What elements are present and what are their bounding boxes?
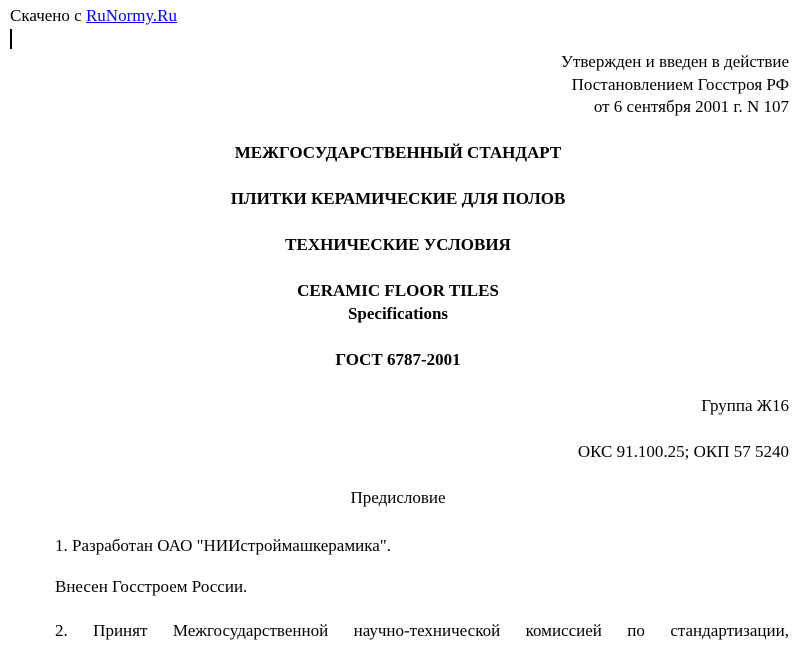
foreword-item-1: 1. Разработан ОАО "НИИстроймашкерамика". [55, 536, 391, 555]
approval-line-2: Постановлением Госстроя РФ [571, 74, 789, 94]
foreword-introduced: Внесен Госстроем России. [55, 577, 248, 596]
item2-word: Принят [93, 621, 148, 640]
english-subtitle: Specifications [347, 304, 449, 323]
source-line [10, 6, 177, 26]
approval-block [561, 51, 789, 119]
item2-word: комиссией [525, 621, 602, 640]
document-title: ПЛИТКИ КЕРАМИЧЕСКИЕ ДЛЯ ПОЛОВ [230, 189, 566, 208]
item2-word: Межгосударственной [172, 621, 329, 640]
classification-group: Группа Ж16 [701, 396, 789, 415]
approval-line-1: Утвержден и введен в действие [560, 52, 789, 71]
english-title: CERAMIC FLOOR TILES [297, 281, 499, 300]
gost-number: ГОСТ 6787-2001 [335, 350, 461, 369]
source-prefix: Скачено с [10, 6, 82, 25]
foreword-item-2 [55, 621, 789, 641]
item2-word: стандартизации, [670, 621, 789, 640]
source-link[interactable]: RuNormy.Ru [85, 6, 177, 25]
document-subtitle: ТЕХНИЧЕСКИЕ УСЛОВИЯ [285, 235, 511, 254]
text-cursor [10, 29, 12, 49]
foreword-heading: Предисловие [350, 488, 446, 507]
item2-word: 2. [55, 621, 68, 640]
item2-word: научно-технической [353, 621, 501, 640]
approval-line-3: от 6 сентября 2001 г. N 107 [593, 97, 789, 116]
standard-type-heading: МЕЖГОСУДАРСТВЕННЫЙ СТАНДАРТ [234, 143, 562, 162]
item2-word: по [627, 621, 645, 640]
classification-codes: ОКС 91.100.25; ОКП 57 5240 [577, 442, 789, 461]
